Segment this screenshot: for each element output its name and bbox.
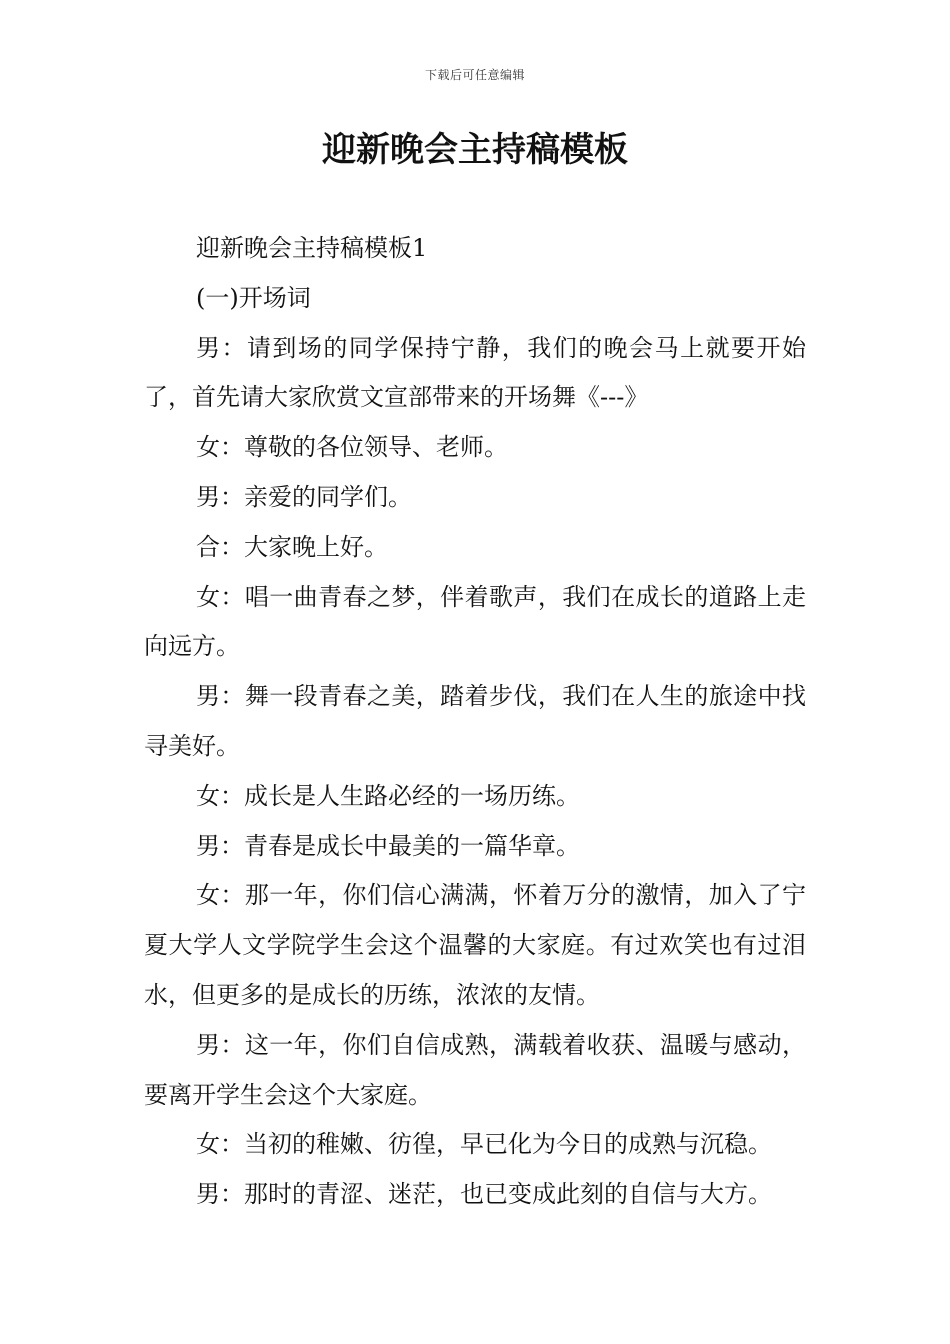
subsection-heading: (一)开场词 [196, 283, 311, 312]
script-line: 女：成长是人生路必经的一场历练。 [196, 781, 580, 810]
script-line: 男：青春是成长中最美的一篇华章。 [196, 831, 580, 860]
script-line: 男：舞一段青春之美，踏着步伐，我们在人生的旅途中找寻美好。 [144, 682, 806, 760]
script-line: 女：那一年，你们信心满满，怀着万分的激情，加入了宁夏大学人文学院学生会这个温馨的大家庭。有过欢笑也有过泪水，但更多的是成长的历练，浓浓的友情。 [144, 881, 806, 1009]
document-title: 迎新晚会主持稿模板 [322, 130, 628, 170]
script-line: 男：那时的青涩、迷茫，也已变成此刻的自信与大方。 [196, 1180, 772, 1209]
script-line: 合：大家晚上好。 [196, 532, 388, 561]
section-heading: 迎新晚会主持稿模板1 [196, 234, 428, 262]
header-note: 下载后可任意编辑 [424, 68, 525, 82]
document-body [144, 224, 806, 1220]
script-line: 男：亲爱的同学们。 [196, 482, 412, 511]
script-line: 男：请到场的同学保持宁静，我们的晚会马上就要开始了，首先请大家欣赏文宣部带来的开场舞《---》 [144, 333, 806, 412]
script-line: 女：唱一曲青春之梦，伴着歌声，我们在成长的道路上走向远方。 [144, 582, 806, 661]
script-line: 男：这一年，你们自信成熟，满载着收获、温暖与感动，要离开学生会这个大家庭。 [144, 1030, 806, 1109]
script-line: 女：当初的稚嫩、彷徨，早已化为今日的成熟与沉稳。 [196, 1130, 772, 1159]
script-line: 女：尊敬的各位领导、老师。 [196, 433, 508, 462]
